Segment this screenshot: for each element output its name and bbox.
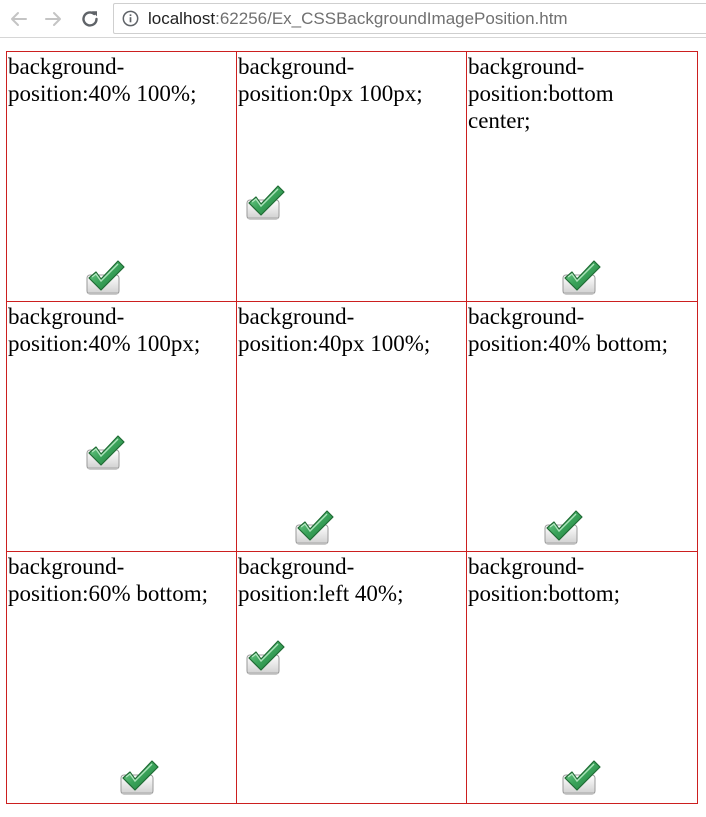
table-cell — [6, 301, 237, 552]
url-text — [148, 9, 568, 29]
forward-button[interactable] — [40, 6, 66, 32]
cell-text — [238, 53, 464, 107]
url-host: localhost — [148, 9, 216, 28]
address-bar[interactable] — [113, 3, 706, 34]
checkmark-icon — [543, 508, 583, 546]
checkmark-icon — [561, 758, 601, 796]
cell-line: background- — [238, 54, 355, 79]
cell-line: background- — [8, 304, 125, 329]
browser-toolbar — [0, 0, 706, 38]
checkmark-icon — [85, 433, 125, 471]
cell-line: background- — [468, 304, 585, 329]
table-cell — [466, 301, 698, 552]
checkmark-icon — [561, 258, 601, 296]
checkmark-icon — [294, 508, 334, 546]
cell-line: background- — [238, 304, 355, 329]
checkmark-icon — [245, 183, 285, 221]
checkmark-icon — [119, 758, 159, 796]
table-cell — [236, 51, 467, 302]
cell-line: position:40% 100px; — [8, 331, 201, 356]
cell-text — [468, 53, 695, 134]
cell-text — [8, 303, 234, 357]
cell-line: background- — [468, 554, 585, 579]
cell-text — [8, 553, 234, 607]
cell-line: position:left 40%; — [238, 581, 404, 606]
cell-text — [468, 553, 695, 607]
cell-line: position:bottom — [468, 81, 614, 106]
cell-text — [468, 303, 695, 357]
cell-text — [238, 303, 464, 357]
url-path: :62256/Ex_CSSBackgroundImagePosition.htm — [215, 9, 568, 28]
cell-line: position:0px 100px; — [238, 81, 423, 106]
cell-text — [238, 553, 464, 607]
checkmark-icon — [85, 258, 125, 296]
cell-line: center; — [468, 108, 531, 133]
reload-icon — [79, 8, 101, 30]
back-arrow-icon — [9, 9, 29, 29]
table-cell — [236, 551, 467, 804]
background-position-table — [6, 51, 697, 803]
checkmark-icon — [245, 638, 285, 676]
table-cell — [466, 51, 698, 302]
reload-button[interactable] — [77, 6, 103, 32]
cell-line: position:40% bottom; — [468, 331, 668, 356]
cell-line: position:bottom; — [468, 581, 621, 606]
cell-line: background- — [238, 554, 355, 579]
cell-line: position:40px 100%; — [238, 331, 431, 356]
cell-line: position:40% 100%; — [8, 81, 197, 106]
back-button[interactable] — [6, 6, 32, 32]
cell-text — [8, 53, 234, 107]
cell-line: background- — [8, 54, 125, 79]
table-cell — [6, 551, 237, 804]
table-cell — [6, 51, 237, 302]
table-cell — [236, 301, 467, 552]
info-icon[interactable] — [122, 10, 139, 27]
cell-line: position:60% bottom; — [8, 581, 208, 606]
forward-arrow-icon — [43, 9, 63, 29]
cell-line: background- — [8, 554, 125, 579]
table-cell — [466, 551, 698, 804]
cell-line: background- — [468, 54, 585, 79]
